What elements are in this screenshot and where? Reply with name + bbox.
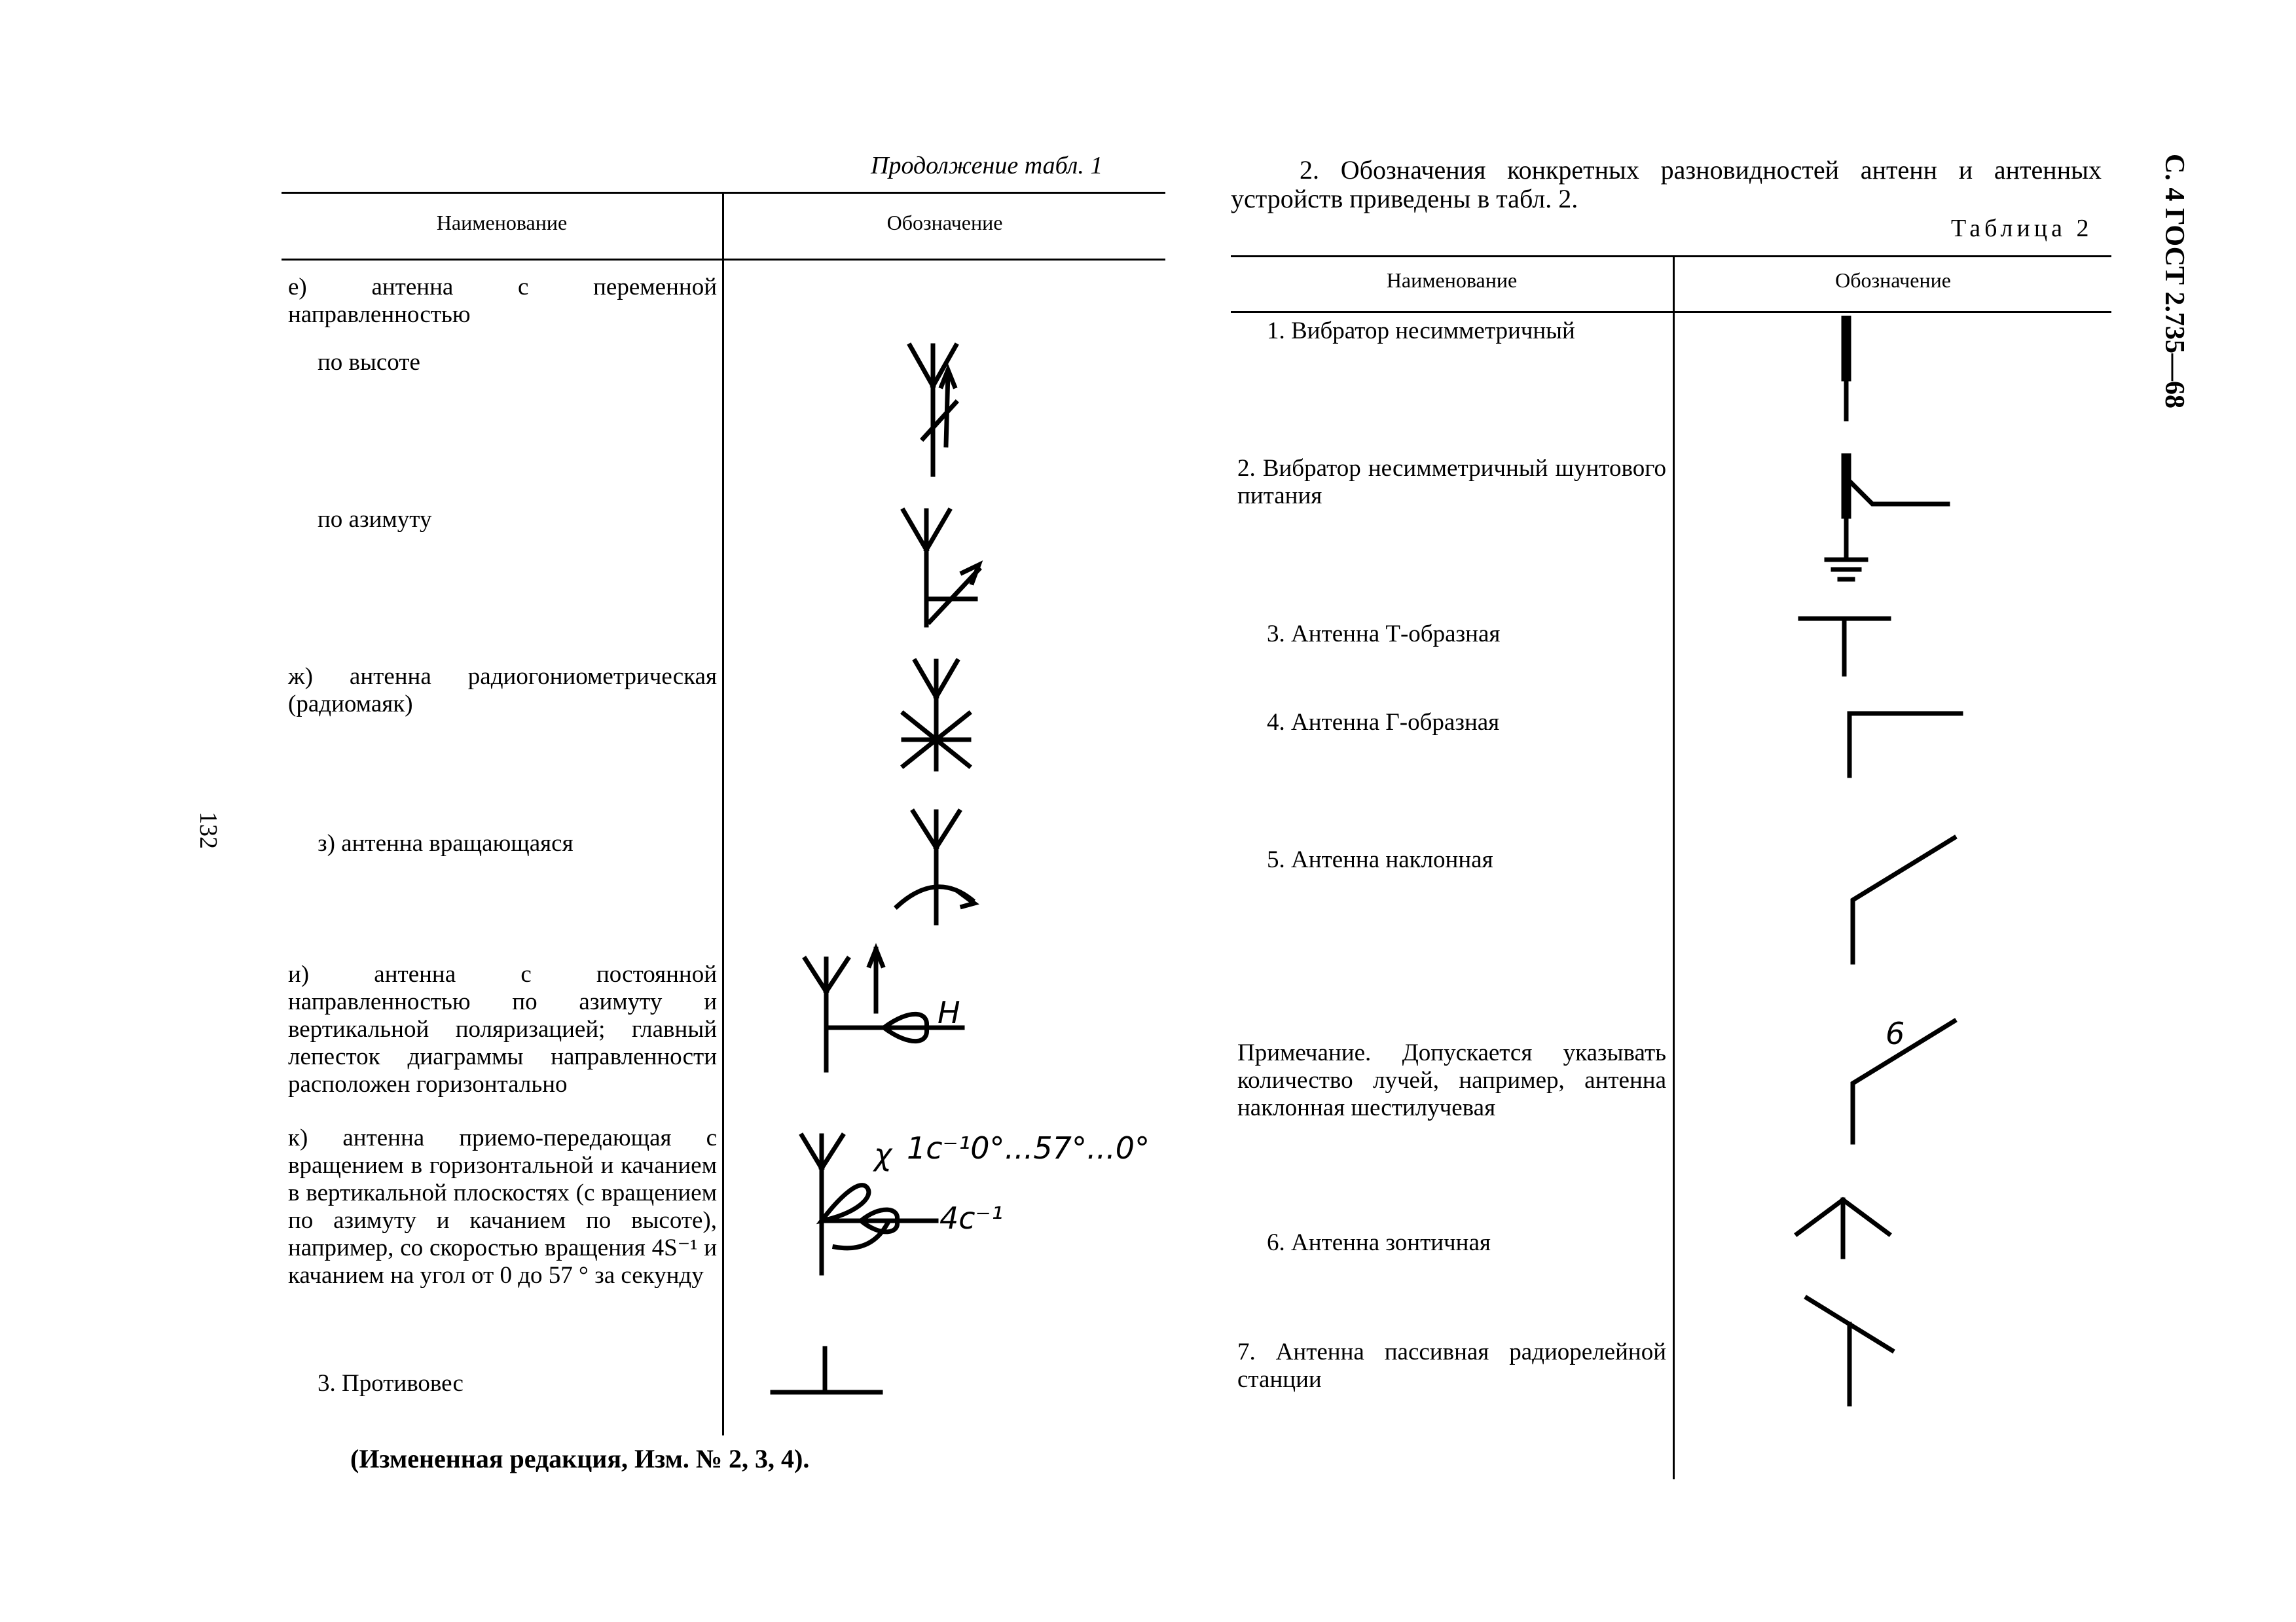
antenna-rotating-symbol [890, 808, 982, 926]
angle-label: χ [874, 1137, 892, 1172]
umbrella-antenna-symbol [1794, 1195, 1892, 1260]
antenna-direction-finding-symbol [897, 658, 982, 772]
right-row-5: 5. Антенна наклонная [1267, 846, 1493, 873]
left-row-e: е) антенна с переменной направленностью [288, 274, 717, 328]
continuation-caption: Продолжение табл. 1 [871, 152, 1103, 179]
right-col-header-name: Наименование [1386, 268, 1518, 292]
right-table-column-divider [1673, 255, 1675, 1479]
left-row-z: з) антенна вращающаяся [318, 830, 574, 857]
left-row-counterpoise: 3. Противовес [318, 1370, 464, 1397]
antenna-variable-azimuth-symbol [897, 507, 995, 638]
rotation-label: 1c⁻¹0°...57°...0° [907, 1130, 1150, 1166]
antenna-fixed-directivity-symbol [799, 946, 982, 1077]
beam-count-label: 6 [1886, 1016, 1905, 1051]
t-antenna-symbol [1797, 612, 1892, 677]
table2-intro: 2. Обозначения конкретных разновидностей антенн и антенных устройств приведены в табл. 2. [1231, 155, 2102, 213]
table2-title: Таблица 2 [1951, 215, 2093, 242]
antenna-variable-elevation-symbol [897, 340, 975, 484]
left-row-i: и) антенна с постоянной направленностью по азимуту и вертикальной поляризацией; главный лепесток диаграммы направленности расположен горизонтально [288, 961, 717, 1098]
left-col-header-name: Наименование [436, 211, 568, 234]
passive-relay-antenna-symbol [1800, 1293, 1899, 1407]
unbalanced-vibrator-symbol [1833, 317, 1859, 422]
right-row-1: 1. Вибратор несимметричный [1267, 317, 1575, 344]
side-header: С. 4 ГОСТ 2.735—68 [2159, 154, 2189, 409]
right-row-2: 2. Вибратор несимметричный шунтового питания [1237, 455, 1666, 509]
left-row-elevation: по высоте [318, 349, 420, 376]
inclined-six-beam-symbol [1846, 1015, 1961, 1145]
amendment-footnote: (Измененная редакция, Изм. № 2, 3, 4). [350, 1444, 810, 1473]
polarization-label: H [938, 995, 960, 1030]
right-row-3: 3. Антенна Т-образная [1267, 621, 1501, 647]
left-col-header-symbol: Обозначение [886, 211, 1003, 234]
page-number: 132 [194, 812, 222, 849]
rotation-speed-label: 4c⁻¹ [939, 1200, 1004, 1236]
l-antenna-symbol [1843, 707, 1967, 779]
left-row-k: к) антенна приемо-передающая с вращением в горизонтальной и качанием в вертикальной плоскостях (с вращением по азимуту и качанием по высоте), например, со скоростью вращения 4S⁻¹ и качанием на угол от 0 до 57 ° за секунду [288, 1125, 717, 1289]
left-table-column-divider [722, 192, 724, 1435]
right-table-header-rule [1231, 311, 2111, 313]
inclined-antenna-symbol [1846, 835, 1961, 965]
shunt-fed-vibrator-symbol [1817, 455, 1958, 586]
right-row-6: 6. Антенна зонтичная [1267, 1229, 1491, 1256]
right-row-7: 7. Антенна пассивная радиорелейной станции [1237, 1339, 1666, 1393]
antenna-transceiver-rotation-symbol [795, 1116, 1150, 1286]
left-row-azimuth: по азимуту [318, 506, 432, 533]
right-row-note: Примечание. Допускается указывать количество лучей, например, антенна наклонная шестилучевая [1237, 1039, 1666, 1121]
right-col-header-symbol: Обозначение [1835, 268, 1951, 292]
counterpoise-symbol [769, 1345, 884, 1397]
right-table-top-rule [1231, 255, 2111, 257]
right-row-4: 4. Антенна Г-образная [1267, 709, 1500, 736]
left-row-zh: ж) антенна радиогониометрическая (радиомаяк) [288, 663, 717, 717]
